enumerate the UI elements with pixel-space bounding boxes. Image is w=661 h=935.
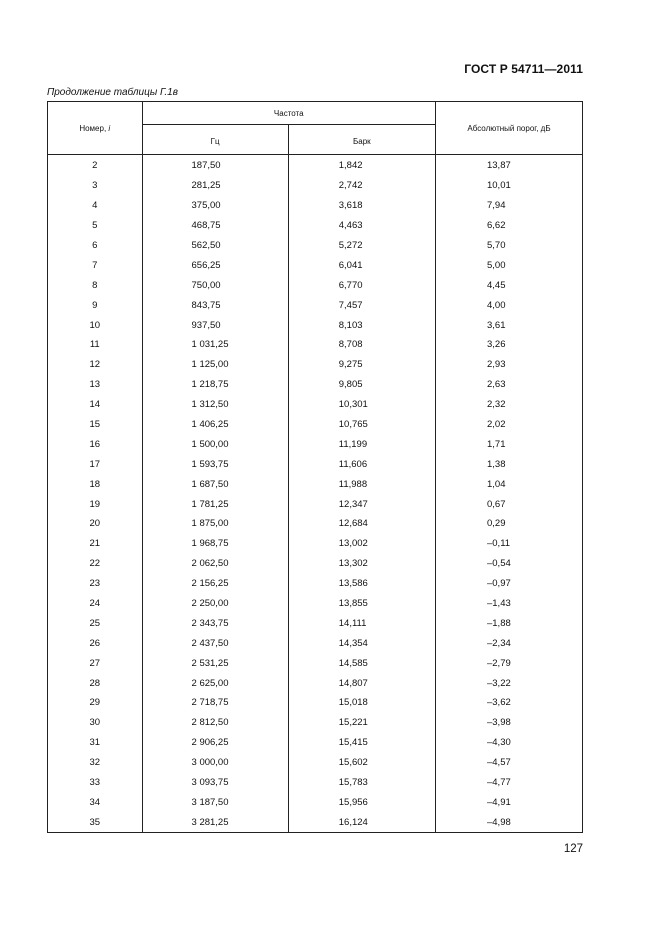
cell-bark: 5,272	[288, 236, 435, 256]
cell-bark: 1,842	[288, 155, 435, 176]
cell-number: 35	[48, 812, 143, 832]
cell-bark: 11,606	[288, 454, 435, 474]
cell-bark: 12,347	[288, 494, 435, 514]
cell-hz: 3 187,50	[142, 793, 288, 813]
cell-bark: 8,708	[288, 335, 435, 355]
cell-hz: 281,25	[142, 176, 288, 196]
cell-number: 10	[48, 315, 143, 335]
cell-bark: 15,602	[288, 753, 435, 773]
cell-bark: 2,742	[288, 176, 435, 196]
cell-number: 2	[48, 155, 143, 176]
cell-threshold: 0,67	[435, 494, 582, 514]
cell-hz: 1 031,25	[142, 335, 288, 355]
cell-hz: 750,00	[142, 275, 288, 295]
cell-hz: 2 531,25	[142, 653, 288, 673]
cell-bark: 10,301	[288, 395, 435, 415]
cell-number: 30	[48, 713, 143, 733]
cell-bark: 4,463	[288, 216, 435, 236]
cell-threshold: –3,22	[435, 673, 582, 693]
cell-hz: 1 218,75	[142, 375, 288, 395]
cell-threshold: –4,30	[435, 733, 582, 753]
table-row	[48, 236, 583, 256]
table-row	[48, 514, 583, 534]
cell-threshold: 3,26	[435, 335, 582, 355]
cell-number: 5	[48, 216, 143, 236]
cell-threshold: –0,11	[435, 534, 582, 554]
table-row	[48, 295, 583, 315]
cell-number: 31	[48, 733, 143, 753]
cell-threshold: –1,88	[435, 613, 582, 633]
cell-threshold: –3,62	[435, 693, 582, 713]
table-row	[48, 395, 583, 415]
table-row	[48, 155, 583, 176]
cell-threshold: 5,00	[435, 255, 582, 275]
table-row	[48, 633, 583, 653]
cell-hz: 2 812,50	[142, 713, 288, 733]
table-row	[48, 196, 583, 216]
cell-number: 16	[48, 434, 143, 454]
table-row	[48, 713, 583, 733]
cell-number: 28	[48, 673, 143, 693]
cell-threshold: 2,32	[435, 395, 582, 415]
cell-threshold: –2,34	[435, 633, 582, 653]
table-row	[48, 793, 583, 813]
cell-hz: 562,50	[142, 236, 288, 256]
cell-threshold: 5,70	[435, 236, 582, 256]
cell-hz: 2 156,25	[142, 574, 288, 594]
table-caption: Продолжение таблицы Г.1в	[47, 87, 178, 98]
cell-number: 20	[48, 514, 143, 534]
cell-threshold: 0,29	[435, 514, 582, 534]
cell-number: 17	[48, 454, 143, 474]
cell-hz: 1 312,50	[142, 395, 288, 415]
cell-hz: 2 906,25	[142, 733, 288, 753]
table-row	[48, 355, 583, 375]
cell-bark: 6,770	[288, 275, 435, 295]
header-hz: Гц	[142, 125, 288, 155]
cell-threshold: 1,04	[435, 474, 582, 494]
cell-number: 8	[48, 275, 143, 295]
cell-number: 13	[48, 375, 143, 395]
table-body	[48, 155, 583, 833]
cell-number: 21	[48, 534, 143, 554]
cell-hz: 2 437,50	[142, 633, 288, 653]
table-row	[48, 594, 583, 614]
cell-threshold: 4,00	[435, 295, 582, 315]
header-number-var: i	[108, 123, 111, 133]
table-row	[48, 494, 583, 514]
cell-bark: 13,855	[288, 594, 435, 614]
table-row	[48, 613, 583, 633]
cell-threshold: 1,71	[435, 434, 582, 454]
cell-bark: 15,221	[288, 713, 435, 733]
cell-bark: 14,354	[288, 633, 435, 653]
table-row	[48, 474, 583, 494]
cell-threshold: 4,45	[435, 275, 582, 295]
cell-bark: 11,988	[288, 474, 435, 494]
cell-number: 23	[48, 574, 143, 594]
cell-hz: 1 875,00	[142, 514, 288, 534]
page-number: 127	[563, 843, 583, 855]
cell-number: 14	[48, 395, 143, 415]
cell-number: 29	[48, 693, 143, 713]
cell-hz: 3 093,75	[142, 773, 288, 793]
cell-hz: 2 250,00	[142, 594, 288, 614]
threshold-table	[47, 101, 583, 833]
cell-bark: 15,018	[288, 693, 435, 713]
table-row	[48, 454, 583, 474]
cell-hz: 1 500,00	[142, 434, 288, 454]
table-row	[48, 216, 583, 236]
table-row	[48, 434, 583, 454]
cell-threshold: –4,98	[435, 812, 582, 832]
cell-number: 7	[48, 255, 143, 275]
cell-hz: 2 343,75	[142, 613, 288, 633]
cell-hz: 1 781,25	[142, 494, 288, 514]
cell-number: 19	[48, 494, 143, 514]
table-row	[48, 415, 583, 435]
cell-bark: 13,586	[288, 574, 435, 594]
table-row	[48, 176, 583, 196]
cell-number: 11	[48, 335, 143, 355]
table-row	[48, 315, 583, 335]
header-bark: Барк	[288, 125, 435, 155]
cell-bark: 13,002	[288, 534, 435, 554]
cell-threshold: 6,62	[435, 216, 582, 236]
cell-hz: 187,50	[142, 155, 288, 176]
cell-threshold: –3,98	[435, 713, 582, 733]
cell-threshold: –0,54	[435, 554, 582, 574]
header-threshold: Абсолютный порог, дБ	[435, 102, 582, 155]
cell-bark: 15,956	[288, 793, 435, 813]
cell-bark: 11,199	[288, 434, 435, 454]
cell-hz: 375,00	[142, 196, 288, 216]
cell-threshold: 10,01	[435, 176, 582, 196]
cell-number: 32	[48, 753, 143, 773]
table-row	[48, 335, 583, 355]
cell-threshold: –1,43	[435, 594, 582, 614]
table-row	[48, 534, 583, 554]
table-row	[48, 733, 583, 753]
cell-threshold: 2,93	[435, 355, 582, 375]
cell-bark: 9,275	[288, 355, 435, 375]
table-row	[48, 773, 583, 793]
header-frequency: Частота	[142, 102, 435, 125]
cell-hz: 3 000,00	[142, 753, 288, 773]
cell-number: 3	[48, 176, 143, 196]
cell-bark: 14,585	[288, 653, 435, 673]
header-number	[48, 102, 143, 155]
table-row	[48, 673, 583, 693]
cell-hz: 1 687,50	[142, 474, 288, 494]
table-header	[48, 102, 583, 155]
cell-number: 22	[48, 554, 143, 574]
cell-threshold: –4,77	[435, 773, 582, 793]
cell-threshold: 3,61	[435, 315, 582, 335]
table-row	[48, 812, 583, 832]
cell-number: 12	[48, 355, 143, 375]
cell-bark: 8,103	[288, 315, 435, 335]
cell-number: 18	[48, 474, 143, 494]
cell-bark: 9,805	[288, 375, 435, 395]
cell-number: 34	[48, 793, 143, 813]
table-row	[48, 554, 583, 574]
table-row	[48, 653, 583, 673]
cell-bark: 14,807	[288, 673, 435, 693]
cell-number: 4	[48, 196, 143, 216]
cell-bark: 15,783	[288, 773, 435, 793]
cell-hz: 468,75	[142, 216, 288, 236]
cell-hz: 3 281,25	[142, 812, 288, 832]
cell-hz: 937,50	[142, 315, 288, 335]
cell-threshold: 1,38	[435, 454, 582, 474]
table-row	[48, 375, 583, 395]
cell-number: 27	[48, 653, 143, 673]
cell-threshold: –4,91	[435, 793, 582, 813]
cell-number: 15	[48, 415, 143, 435]
cell-number: 9	[48, 295, 143, 315]
cell-bark: 6,041	[288, 255, 435, 275]
cell-number: 6	[48, 236, 143, 256]
table-row	[48, 574, 583, 594]
cell-hz: 843,75	[142, 295, 288, 315]
cell-threshold: –0,97	[435, 574, 582, 594]
table-row	[48, 275, 583, 295]
header-number-label: Номер,	[79, 123, 109, 133]
cell-hz: 1 968,75	[142, 534, 288, 554]
cell-number: 33	[48, 773, 143, 793]
cell-bark: 14,111	[288, 613, 435, 633]
table-row	[48, 693, 583, 713]
table-row	[48, 753, 583, 773]
cell-hz: 656,25	[142, 255, 288, 275]
cell-threshold: 7,94	[435, 196, 582, 216]
cell-threshold: 2,02	[435, 415, 582, 435]
standard-designation: ГОСТ Р 54711—2011	[464, 62, 583, 76]
cell-hz: 1 406,25	[142, 415, 288, 435]
cell-number: 25	[48, 613, 143, 633]
cell-hz: 2 625,00	[142, 673, 288, 693]
cell-bark: 13,302	[288, 554, 435, 574]
cell-number: 26	[48, 633, 143, 653]
cell-hz: 2 062,50	[142, 554, 288, 574]
cell-hz: 2 718,75	[142, 693, 288, 713]
cell-bark: 15,415	[288, 733, 435, 753]
cell-threshold: 13,87	[435, 155, 582, 176]
cell-threshold: 2,63	[435, 375, 582, 395]
cell-hz: 1 593,75	[142, 454, 288, 474]
cell-bark: 10,765	[288, 415, 435, 435]
cell-bark: 7,457	[288, 295, 435, 315]
table-row	[48, 255, 583, 275]
cell-bark: 12,684	[288, 514, 435, 534]
cell-bark: 3,618	[288, 196, 435, 216]
cell-number: 24	[48, 594, 143, 614]
cell-hz: 1 125,00	[142, 355, 288, 375]
cell-threshold: –2,79	[435, 653, 582, 673]
cell-bark: 16,124	[288, 812, 435, 832]
cell-threshold: –4,57	[435, 753, 582, 773]
